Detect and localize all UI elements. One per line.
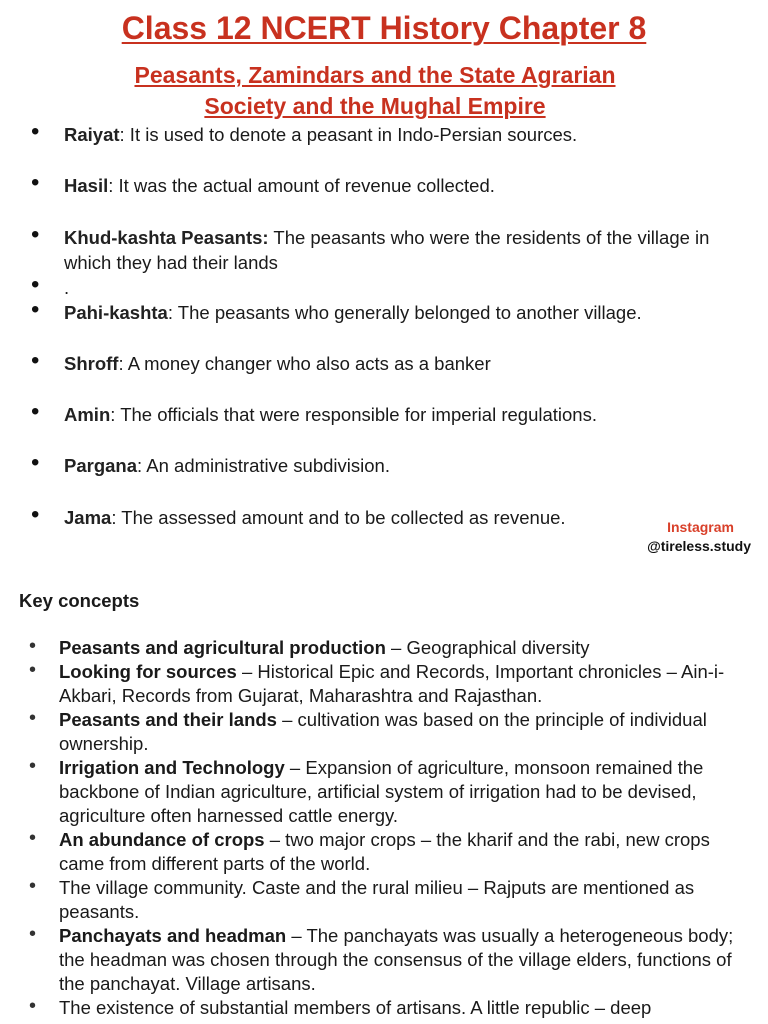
glossary-separator: : [111, 507, 117, 528]
concept-text: The existence of substantial members of artisans. A little republic – deep [59, 997, 652, 1018]
concept-title: Panchayats and headman [59, 925, 287, 946]
glossary-item [64, 505, 744, 530]
glossary-term: Khud-kashta Peasants: [64, 227, 269, 248]
glossary-definition: The officials that were responsible for imperial regulations. [115, 404, 597, 425]
page-title: Class 12 NCERT History Chapter 8 [121, 10, 647, 46]
glossary-definition: It was the actual amount of revenue collected. [113, 175, 495, 196]
glossary-term: Raiyat [64, 124, 120, 145]
glossary-definition: . [64, 277, 70, 298]
concept-item [59, 876, 749, 924]
glossary-definition: The peasants who were the residents of the village in which they had their lands [64, 227, 710, 273]
concept-item [59, 828, 749, 876]
subtitle-line-2: Society and the Mughal Empire [204, 93, 546, 119]
concept-item [59, 636, 749, 660]
glossary-definition: An administrative subdivision. [142, 455, 390, 476]
concept-title: An abundance of crops [59, 829, 265, 850]
chapter-subtitle [0, 60, 750, 122]
concept-item [59, 924, 749, 996]
instagram-handle: @tireless.study [647, 538, 751, 554]
glossary-definition: A money changer who also acts as a banker [123, 353, 491, 374]
glossary-separator: : [108, 175, 114, 196]
glossary-item [64, 453, 744, 478]
subtitle-line-1: Peasants, Zamindars and the State Agrarian [134, 62, 616, 88]
glossary-separator: : [137, 455, 143, 476]
concept-text: – Historical Epic and Records, Important chronicles – Ain-i-Akbari, Records from Gujarat, Maharashtra and Rajasthan. [59, 661, 725, 706]
concept-item [59, 660, 749, 708]
glossary-separator: : [167, 302, 173, 323]
glossary-item [64, 122, 744, 147]
concept-text: – The panchayats was usually a heterogeneous body; the headman was chosen through the consensus of the village elders, functions of the panchayat. Village artisans. [59, 925, 734, 994]
concept-title: Irrigation and Technology [59, 757, 285, 778]
concept-title: Looking for sources [59, 661, 237, 682]
glossary-item [64, 275, 744, 300]
concept-text: – two major crops – the kharif and the rabi, new crops came from different parts of the world. [59, 829, 710, 874]
concept-text: – Expansion of agriculture, monsoon remained the backbone of Indian agriculture, artificial system of irrigation had to be devised, agriculture often harnessed cattle energy. [59, 757, 704, 826]
key-concepts-heading: Key concepts [19, 590, 140, 611]
glossary-definition: The peasants who generally belonged to another village. [173, 302, 642, 323]
glossary-term: Amin [64, 404, 111, 425]
glossary-definition: It is used to denote a peasant in Indo-Persian sources. [124, 124, 578, 145]
glossary-term: Pahi-kashta [64, 302, 168, 323]
concept-title: Peasants and agricultural production [59, 637, 386, 658]
concept-text: – Geographical diversity [385, 637, 590, 658]
concept-item [59, 756, 749, 828]
concept-text: The village community. Caste and the rural milieu – Rajputs are mentioned as peasants. [59, 877, 695, 922]
glossary-item [64, 300, 744, 325]
glossary-term: Jama [64, 507, 112, 528]
glossary-separator: : [110, 404, 116, 425]
glossary-term: Hasil [64, 175, 109, 196]
glossary-separator: : [118, 353, 124, 374]
glossary-item [64, 402, 744, 427]
glossary-item [64, 225, 744, 275]
concept-title: Peasants and their lands [59, 709, 277, 730]
glossary-term: Pargana [64, 455, 138, 476]
instagram-label: Instagram [667, 519, 734, 535]
concept-item [59, 708, 749, 756]
glossary-term: Shroff [64, 353, 119, 374]
glossary-definition: The assessed amount and to be collected as revenue. [116, 507, 566, 528]
glossary-item [64, 173, 744, 198]
glossary-item [64, 351, 744, 376]
concept-item [59, 996, 749, 1020]
concept-text: – cultivation was based on the principle of individual ownership. [59, 709, 707, 754]
glossary-separator: : [119, 124, 125, 145]
